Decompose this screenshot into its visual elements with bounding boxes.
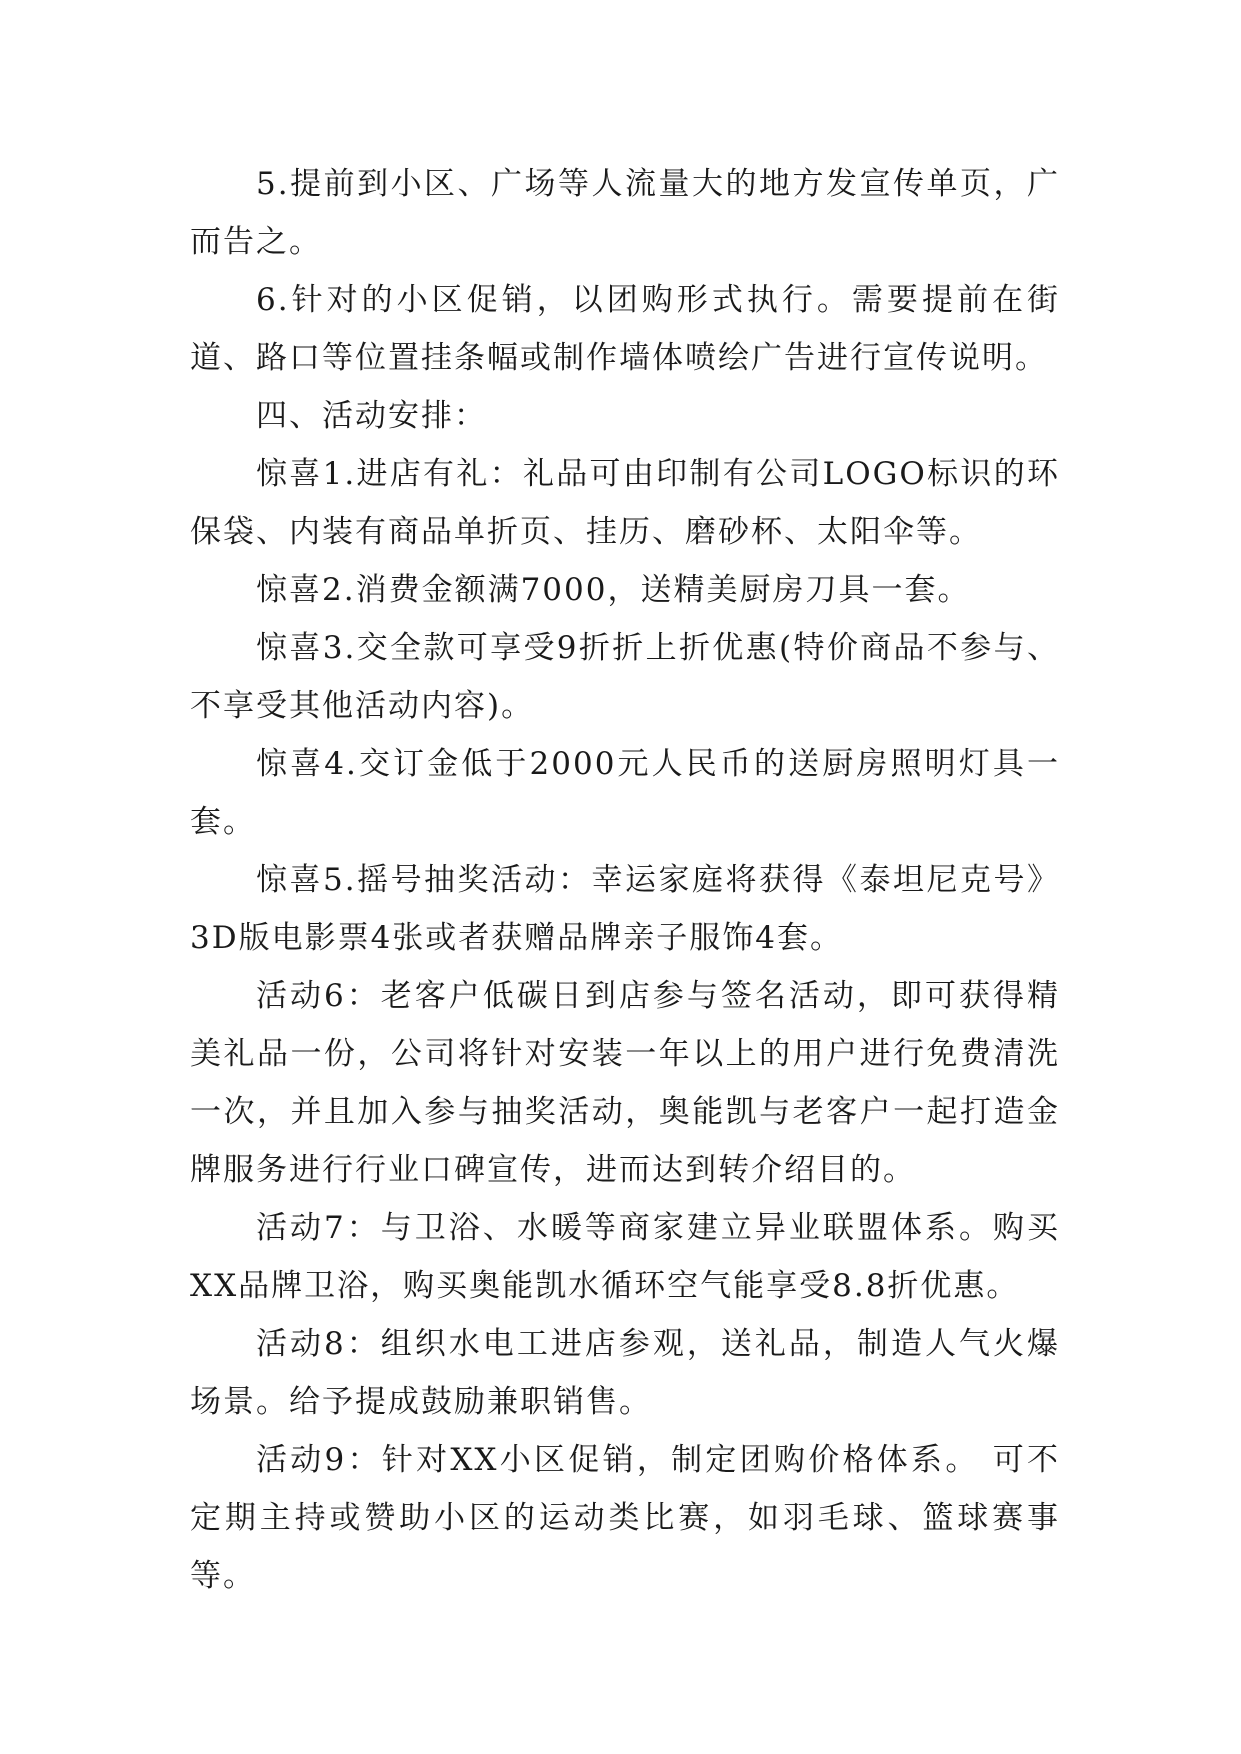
paragraph-item-5: 5.提前到小区、广场等人流量大的地方发宣传单页，广而告之。: [190, 166, 1060, 260]
paragraph-surprise-3: 惊喜3.交全款可享受9折折上折优惠(特价商品不参与、不享受其他活动内容)。: [190, 630, 1060, 724]
paragraph-activity-9: 活动9：针对XX小区促销，制定团购价格体系。 可不定期主持或赞助小区的运动类比赛，如羽毛球、篮球赛事等。: [190, 1442, 1060, 1594]
paragraph-item-6: 6.针对的小区促销，以团购形式执行。需要提前在街道、路口等位置挂条幅或制作墙体喷绘广告进行宣传说明。: [190, 282, 1060, 376]
paragraph-surprise-2: 惊喜2.消费金额满7000，送精美厨房刀具一套。: [256, 572, 971, 608]
paragraph-surprise-4: 惊喜4.交订金低于2000元人民币的送厨房照明灯具一套。: [190, 746, 1060, 840]
paragraph-surprise-1: 惊喜1.进店有礼：礼品可由印制有公司LOGO标识的环保袋、内装有商品单折页、挂历、磨砂杯、太阳伞等。: [190, 456, 1060, 550]
paragraph-surprise-5: 惊喜5.摇号抽奖活动：幸运家庭将获得《泰坦尼克号》3D版电影票4张或者获赠品牌亲子服饰4套。: [190, 862, 1060, 956]
paragraph-activity-8: 活动8：组织水电工进店参观，送礼品，制造人气火爆场景。给予提成鼓励兼职销售。: [190, 1326, 1060, 1420]
paragraph-activity-6: 活动6：老客户低碳日到店参与签名活动，即可获得精美礼品一份，公司将针对安装一年以上的用户进行免费清洗一次，并且加入参与抽奖活动，奥能凯与老客户一起打造金牌服务进行行业口碑宣传，进而达到转介绍目的。: [190, 978, 1060, 1188]
document-body: [190, 155, 1060, 1605]
section-heading-activity-arrangement: 四、活动安排：: [256, 398, 487, 434]
paragraph-activity-7: 活动7：与卫浴、水暖等商家建立异业联盟体系。购买XX品牌卫浴，购买奥能凯水循环空气能享受8.8折优惠。: [190, 1210, 1060, 1304]
